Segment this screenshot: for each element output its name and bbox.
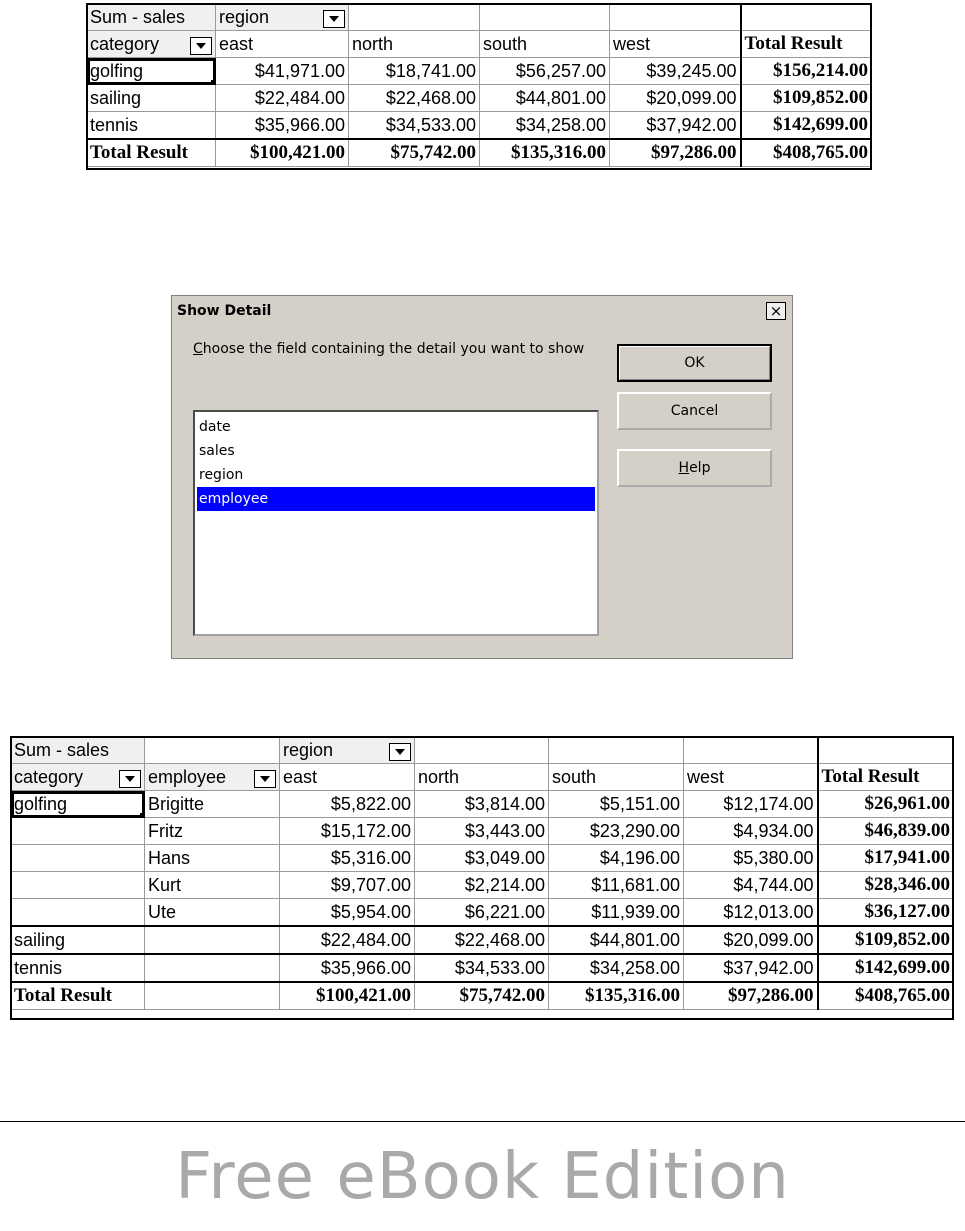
value-cell: $5,954.00 (280, 899, 415, 927)
value-cell: $37,942.00 (610, 112, 741, 140)
value-cell: $23,290.00 (549, 818, 684, 845)
value-cell: $35,966.00 (216, 112, 349, 140)
table-row (11, 899, 954, 927)
value-cell: $22,468.00 (415, 926, 549, 954)
list-item[interactable]: region (199, 467, 244, 483)
column-header: east (280, 764, 415, 791)
grand-total-cell: $408,765.00 (741, 139, 872, 167)
pivot-table-summary (86, 3, 872, 167)
value-cell: $34,533.00 (415, 954, 549, 982)
column-field-region[interactable]: region (216, 4, 349, 31)
value-cell: $3,443.00 (415, 818, 549, 845)
row-label-employee[interactable]: Hans (145, 845, 280, 872)
table-row (11, 872, 954, 899)
row-label-category[interactable]: tennis (11, 954, 145, 982)
value-cell: $11,939.00 (549, 899, 684, 927)
row-label-employee[interactable] (145, 954, 280, 982)
value-cell: $6,221.00 (415, 899, 549, 927)
value-cell: $22,484.00 (216, 85, 349, 112)
cancel-button[interactable]: Cancel (617, 392, 772, 430)
list-item[interactable]: date (199, 419, 231, 435)
table-row (11, 954, 954, 982)
pivot-table-detail (10, 736, 954, 1010)
value-cell: $9,707.00 (280, 872, 415, 899)
value-cell: $5,151.00 (549, 791, 684, 818)
row-total-cell: $142,699.00 (741, 112, 872, 140)
data-field-label: Sum - sales (11, 737, 145, 764)
column-header: north (415, 764, 549, 791)
value-cell: $4,934.00 (684, 818, 818, 845)
row-label-employee[interactable] (145, 926, 280, 954)
employee-dropdown-icon[interactable] (254, 770, 276, 788)
table-row (11, 818, 954, 845)
value-cell: $34,258.00 (480, 112, 610, 140)
value-cell: $22,484.00 (280, 926, 415, 954)
total-row (11, 982, 954, 1010)
row-label-golfing[interactable]: golfing (87, 58, 216, 85)
value-cell: $18,741.00 (349, 58, 480, 85)
total-cell: $75,742.00 (415, 982, 549, 1010)
dialog-title: Show Detail (177, 303, 272, 319)
value-cell: $5,380.00 (684, 845, 818, 872)
region-dropdown-icon[interactable] (389, 743, 411, 761)
row-label-employee[interactable]: Ute (145, 899, 280, 927)
value-cell: $56,257.00 (480, 58, 610, 85)
row-total-cell: $46,839.00 (818, 818, 954, 845)
row-total-cell: $109,852.00 (818, 926, 954, 954)
region-dropdown-icon[interactable] (323, 10, 345, 28)
dialog-titlebar (172, 296, 792, 326)
row-label[interactable]: tennis (87, 112, 216, 140)
row-label-employee[interactable]: Kurt (145, 872, 280, 899)
total-label: Total Result (11, 982, 145, 1010)
value-cell: $44,801.00 (480, 85, 610, 112)
total-cell: $100,421.00 (216, 139, 349, 167)
value-cell: $4,196.00 (549, 845, 684, 872)
page-divider (0, 1121, 965, 1122)
value-cell: $35,966.00 (280, 954, 415, 982)
row-label-category[interactable]: golfing (11, 791, 145, 818)
value-cell: $15,172.00 (280, 818, 415, 845)
row-total-cell: $142,699.00 (818, 954, 954, 982)
row-field-employee[interactable]: employee (145, 764, 280, 791)
total-cell: $100,421.00 (280, 982, 415, 1010)
total-cell: $97,286.00 (610, 139, 741, 167)
value-cell: $20,099.00 (610, 85, 741, 112)
row-total-cell: $36,127.00 (818, 899, 954, 927)
row-field-category[interactable]: category (87, 31, 216, 58)
list-item[interactable]: sales (199, 443, 235, 459)
value-cell: $11,681.00 (549, 872, 684, 899)
row-label-category[interactable] (11, 872, 145, 899)
value-cell: $20,099.00 (684, 926, 818, 954)
grand-total-cell: $408,765.00 (818, 982, 954, 1010)
column-header: west (684, 764, 818, 791)
total-row (87, 139, 872, 167)
table-row (87, 112, 872, 140)
value-cell: $34,533.00 (349, 112, 480, 140)
row-label-category[interactable]: sailing (11, 926, 145, 954)
dialog-prompt: Choose the field containing the detail you want to show (193, 341, 585, 357)
close-icon[interactable]: × (766, 302, 786, 320)
table-row (87, 58, 872, 85)
total-cell: $135,316.00 (480, 139, 610, 167)
value-cell: $12,013.00 (684, 899, 818, 927)
total-cell: $135,316.00 (549, 982, 684, 1010)
data-field-label: Sum - sales (87, 4, 216, 31)
value-cell: $3,814.00 (415, 791, 549, 818)
column-header: south (480, 31, 610, 58)
table-row (11, 845, 954, 872)
field-listbox[interactable] (193, 410, 599, 636)
value-cell: $4,744.00 (684, 872, 818, 899)
total-cell: $97,286.00 (684, 982, 818, 1010)
row-total-cell: $156,214.00 (741, 58, 872, 85)
list-item-selected[interactable]: employee (197, 487, 595, 511)
row-label[interactable]: sailing (87, 85, 216, 112)
row-total-cell: $26,961.00 (818, 791, 954, 818)
row-field-category[interactable]: category (11, 764, 145, 791)
column-header: north (349, 31, 480, 58)
row-label-employee[interactable]: Brigitte (145, 791, 280, 818)
row-label-category[interactable] (11, 818, 145, 845)
value-cell: $5,316.00 (280, 845, 415, 872)
table-row (11, 791, 954, 818)
row-total-cell: $109,852.00 (741, 85, 872, 112)
value-cell: $41,971.00 (216, 58, 349, 85)
value-cell: $12,174.00 (684, 791, 818, 818)
value-cell: $34,258.00 (549, 954, 684, 982)
column-header: east (216, 31, 349, 58)
column-field-region[interactable]: region (280, 737, 415, 764)
table-row (87, 85, 872, 112)
value-cell: $39,245.00 (610, 58, 741, 85)
value-cell: $2,214.00 (415, 872, 549, 899)
row-total-cell: $17,941.00 (818, 845, 954, 872)
row-label-category[interactable] (11, 899, 145, 927)
value-cell: $37,942.00 (684, 954, 818, 982)
row-label-category[interactable] (11, 845, 145, 872)
column-header: south (549, 764, 684, 791)
column-header: west (610, 31, 741, 58)
watermark: Free eBook Edition (175, 1140, 790, 1214)
row-total-cell: $28,346.00 (818, 872, 954, 899)
column-header-total: Total Result (818, 764, 954, 791)
show-detail-dialog (171, 295, 793, 659)
ok-button[interactable]: OK (617, 344, 772, 382)
value-cell: $22,468.00 (349, 85, 480, 112)
table-row (11, 926, 954, 954)
total-cell: $75,742.00 (349, 139, 480, 167)
row-label-employee[interactable]: Fritz (145, 818, 280, 845)
category-dropdown-icon[interactable] (119, 770, 141, 788)
category-dropdown-icon[interactable] (190, 37, 212, 55)
value-cell: $44,801.00 (549, 926, 684, 954)
total-label: Total Result (87, 139, 216, 167)
value-cell: $5,822.00 (280, 791, 415, 818)
column-header-total: Total Result (741, 31, 872, 58)
help-button[interactable]: H elp (617, 449, 772, 487)
value-cell: $3,049.00 (415, 845, 549, 872)
